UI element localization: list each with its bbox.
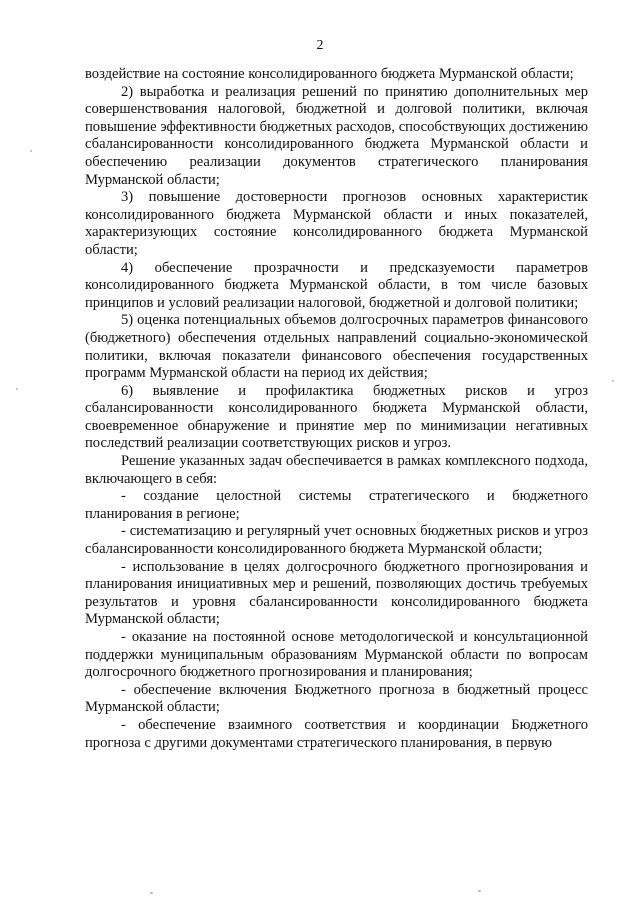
document-body [85,66,588,752]
paragraph-item-5: 5) оценка потенциальных объемов долгосрочных параметров финансового (бюджетного) обеспечения отдельных направлений социально-экономической политики, включая показатели финансового обеспечения государственных программ Мурманской области на период их действия; [85,312,588,382]
bullet-item: - обеспечение включения Бюджетного прогноза в бюджетный процесс Мурманской области; [85,681,588,716]
bullet-item: - использование в целях долгосрочного бюджетного прогнозирования и планирования инициативных мер и решений, позволяющих достичь требуемых результатов и уровня сбалансированности консолидированного бюджета Мурманской области; [85,558,588,628]
scan-speck [612,380,614,382]
paragraph-item-3: 3) повышение достоверности прогнозов основных характеристик консолидированного бюджета Мурманской области и иных показателей, характеризующих состояние консолидированного бюджета Мурманской области; [85,189,588,258]
bullet-item: - оказание на постоянной основе методологической и консультационной поддержки муниципальным образованиям Мурманской области по вопросам долгосрочного бюджетного прогнозирования и планирования; [85,629,588,681]
scan-speck [478,890,481,892]
paragraph-continuation: воздействие на состояние консолидированного бюджета Мурманской области; [85,66,574,82]
scan-speck [30,150,32,152]
paragraph-approach-intro: Решение указанных задач обеспечивается в рамках комплексного подхода, включающего в себя: [85,453,588,487]
paragraph-item-2: 2) выработка и реализация решений по принятию дополнительных мер совершенствования налоговой, бюджетной и долговой политики, включая повышение эффективности бюджетных расходов, способствующих достижению сбалансированности консолидированного бюджета Мурманской области и обеспечению реализации документов стратегического планирования Мурманской области; [85,83,588,188]
page-number: 2 [316,38,324,53]
scan-speck [16,388,18,390]
bullet-item: - создание целостной системы стратегического и бюджетного планирования в регионе; [85,488,588,522]
paragraph-item-4: 4) обеспечение прозрачности и предсказуемости параметров консолидированного бюджета Мурманской области, в том числе базовых принципов и условий реализации налоговой, бюджетной и долговой политики; [85,259,588,311]
bullet-item: - систематизацию и регулярный учет основных бюджетных рисков и угроз сбалансированности консолидированного бюджета Мурманской области; [85,523,588,558]
paragraph-item-6: 6) выявление и профилактика бюджетных рисков и угроз сбалансированности консолидированного бюджета Мурманской области, своевременное обнаружение и принятие мер по минимизации негативных последствий реализации соответствующих рисков и угроз. [85,382,588,452]
scan-speck [150,892,153,894]
bullet-item: - обеспечение взаимного соответствия и координации Бюджетного прогноза с другими документами стратегического планирования, в первую [85,716,588,751]
